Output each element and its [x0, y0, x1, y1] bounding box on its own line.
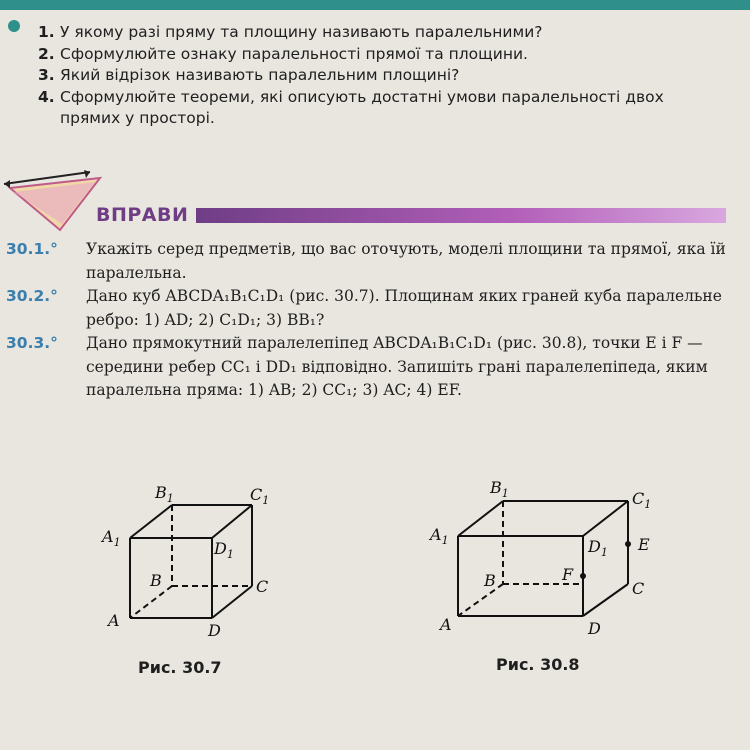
vertex-label-c1: $C_1$	[250, 485, 270, 507]
section-banner-bar	[196, 208, 726, 223]
vertex-label-c1: $C_1$	[632, 489, 652, 511]
exercise-text: Укажіть серед предметів, що вас оточують, моделі площини та прямої, яка їй паралельна.	[86, 240, 726, 282]
exercise-text: Дано куб ABCDA₁B₁C₁D₁ (рис. 30.7). Площинам яких граней куба паралельне ребро: 1) AD; 2) C₁D₁; 3) BB₁?	[86, 287, 722, 329]
vertex-label-d1: $D_1$	[588, 537, 608, 559]
ruler-triangle-icon	[0, 170, 110, 240]
vertex-label-a1: $A_1$	[102, 527, 121, 549]
caption-30-7: Рис. 30.7	[138, 658, 222, 677]
bullet-dot	[8, 20, 20, 32]
section-title: ВПРАВИ	[96, 204, 189, 226]
vertex-label-d: D	[588, 619, 601, 638]
question-text: Сформулюйте ознаку паралельності прямої та площини.	[60, 44, 528, 63]
top-color-bar	[0, 0, 750, 10]
question-4	[38, 87, 728, 130]
vertex-label-a: A	[440, 615, 452, 634]
point-label-e: E	[638, 535, 650, 554]
cube-drawing	[100, 478, 300, 648]
exercise-2	[6, 285, 726, 332]
exercise-number: 30.2.°	[6, 287, 58, 305]
vertex-label-b1: $B_1$	[490, 478, 509, 500]
vertex-label-d1: $D_1$	[214, 539, 234, 561]
vertex-label-d: D	[208, 621, 221, 640]
exercise-number: 30.1.°	[6, 240, 58, 258]
question-text: Сформулюйте теореми, які описують достатні умови паралельності двох прямих у просторі.	[60, 87, 664, 127]
exercise-3	[6, 332, 726, 403]
vertex-label-c: C	[256, 577, 269, 596]
question-1	[38, 22, 728, 44]
question-number: 1.	[38, 23, 55, 41]
exercise-number: 30.3.°	[6, 334, 58, 352]
vertex-label-b: B	[150, 571, 162, 590]
question-text: Який відрізок називають паралельним площині?	[60, 66, 460, 84]
question-number: 3.	[38, 66, 55, 84]
figure-30-8	[428, 476, 668, 646]
vertex-label-c: C	[632, 579, 645, 598]
question-2	[38, 44, 728, 66]
vertex-label-b1: $B_1$	[155, 483, 174, 505]
review-questions	[38, 22, 728, 130]
parallelepiped-drawing	[428, 476, 668, 646]
question-3	[38, 65, 728, 87]
vertex-label-a1: $A_1$	[430, 525, 449, 547]
question-number: 2.	[38, 44, 55, 63]
question-text: У якому разі пряму та площину називають паралельними?	[60, 23, 543, 41]
point-label-f: F	[562, 565, 574, 584]
point-f	[580, 573, 586, 579]
exercise-1	[6, 238, 726, 285]
vertex-label-b: B	[484, 571, 496, 590]
question-number: 4.	[38, 87, 55, 106]
sub: 1	[166, 492, 174, 505]
vertex-label-a: A	[108, 611, 120, 630]
exercises-list	[6, 238, 726, 403]
figure-30-7	[100, 478, 300, 648]
point-e	[625, 541, 631, 547]
exercise-text: Дано прямокутний паралелепіпед ABCDA₁B₁C₁D₁ (рис. 30.8), точки E і F — середини ребер CC₁ і DD₁ відповідно. Запишіть грані паралелепіпеда, яким паралельна пряма: 1) AB; 2) CC₁; 3) AC; 4) EF.	[86, 334, 708, 399]
caption-30-8: Рис. 30.8	[496, 655, 580, 674]
